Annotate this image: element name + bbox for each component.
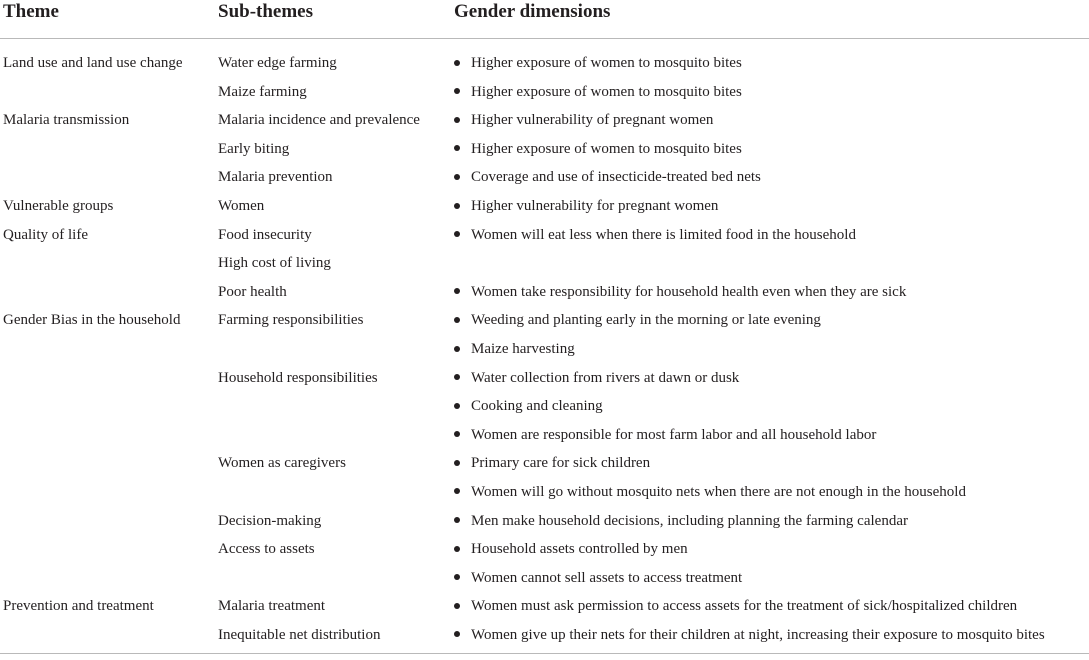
gender-dimension-text: Women cannot sell assets to access treatment <box>471 569 743 586</box>
bullet-icon <box>454 174 460 180</box>
gender-dimension-text: Women take responsibility for household health even when they are sick <box>471 283 907 300</box>
theme-cell: Prevention and treatment <box>3 598 154 615</box>
header-subtheme: Sub-themes <box>218 1 314 22</box>
bullet-icon <box>454 603 460 609</box>
gender-dimension-cell <box>454 564 742 592</box>
bullet-icon <box>454 631 460 637</box>
gender-dimension-cell <box>454 306 821 334</box>
bullet-icon <box>454 203 460 209</box>
table-row <box>0 621 1089 650</box>
subtheme-cell: Household responsibilities <box>218 369 378 386</box>
gender-dimension-cell <box>454 621 1045 649</box>
bullet-icon <box>454 88 460 94</box>
gender-dimension-cell <box>454 335 575 363</box>
gender-dimension-text: Women must ask permission to access assets for the treatment of sick/hospitalized children <box>471 598 1018 615</box>
subtheme-cell: Early biting <box>218 140 290 157</box>
bullet-icon <box>454 431 460 437</box>
table-body <box>0 39 1089 654</box>
table-row <box>0 192 1089 221</box>
gender-dimension-cell <box>454 592 1017 620</box>
table-row <box>0 78 1089 107</box>
table-row <box>0 364 1089 393</box>
table-row <box>0 135 1089 164</box>
theme-cell: Malaria transmission <box>3 112 130 129</box>
table-row <box>0 449 1089 478</box>
gender-dimension-text: Women will go without mosquito nets when there are not enough in the household <box>471 483 966 500</box>
gender-dimension-text: Weeding and planting early in the morning or late evening <box>471 312 821 329</box>
gender-dimension-text: Household assets controlled by men <box>471 541 688 558</box>
table-row <box>0 49 1089 78</box>
gender-dimension-cell <box>454 364 739 392</box>
subtheme-cell: Inequitable net distribution <box>218 626 381 643</box>
table-row <box>0 507 1089 536</box>
gender-dimension-text: Coverage and use of insecticide-treated bed nets <box>471 169 761 186</box>
gender-dimension-cell <box>454 421 876 449</box>
table-row <box>0 564 1089 593</box>
gender-dimension-cell <box>454 392 603 420</box>
subtheme-cell: Malaria treatment <box>218 598 326 615</box>
subtheme-cell: Water edge farming <box>218 55 337 71</box>
subtheme-cell: Maize farming <box>218 83 307 100</box>
gender-dimension-cell <box>454 449 650 477</box>
bullet-icon <box>454 317 460 323</box>
gender-dimension-text: Women will eat less when there is limited food in the household <box>471 226 856 243</box>
table-row <box>0 592 1089 621</box>
gender-dimension-text: Cooking and cleaning <box>471 398 603 415</box>
bullet-icon <box>454 346 460 352</box>
table-row <box>0 249 1089 278</box>
table-row <box>0 221 1089 250</box>
bullet-icon <box>454 460 460 466</box>
bullet-icon <box>454 546 460 552</box>
table-row <box>0 392 1089 421</box>
gender-dimension-text: Men make household decisions, including planning the farming calendar <box>471 512 908 529</box>
gender-dimension-text: Higher vulnerability of pregnant women <box>471 112 714 129</box>
table-row <box>0 306 1089 335</box>
subtheme-cell: Women as caregivers <box>218 455 346 472</box>
gender-dimension-text: Maize harvesting <box>471 340 575 357</box>
gender-dimension-cell <box>454 535 688 563</box>
table-header <box>0 0 1089 39</box>
subtheme-cell: Access to assets <box>218 541 315 558</box>
bullet-icon <box>454 517 460 523</box>
gender-dimension-text: Women are responsible for most farm labor and all household labor <box>471 426 877 443</box>
subtheme-cell: Decision-making <box>218 512 322 529</box>
bullet-icon <box>454 288 460 294</box>
theme-cell: Vulnerable groups <box>3 197 114 214</box>
gender-dimension-cell <box>454 221 856 249</box>
gender-dimension-text: Higher exposure of women to mosquito bites <box>471 140 742 157</box>
gender-dimension-cell <box>454 163 761 191</box>
header-gender-dimensions: Gender dimensions <box>454 1 611 22</box>
subtheme-cell: Poor health <box>218 283 287 300</box>
subtheme-cell: Food insecurity <box>218 226 312 243</box>
table-row <box>0 421 1089 450</box>
header-theme: Theme <box>3 1 59 22</box>
subtheme-cell: Women <box>218 197 265 214</box>
gender-dimension-cell <box>454 135 742 163</box>
table-row <box>0 163 1089 192</box>
bullet-icon <box>454 403 460 409</box>
theme-cell: Land use and land use change <box>3 55 183 71</box>
gender-dimension-text: Water collection from rivers at dawn or dusk <box>471 369 740 386</box>
gender-dimension-cell <box>454 106 713 134</box>
bullet-icon <box>454 374 460 380</box>
gender-dimension-cell <box>454 478 966 506</box>
bullet-icon <box>454 574 460 580</box>
gender-dimension-text: Women give up their nets for their children at night, increasing their exposure to mosquito bites <box>471 626 1045 643</box>
gender-dimension-cell <box>454 278 906 306</box>
subtheme-cell: Farming responsibilities <box>218 312 364 329</box>
subtheme-cell: Malaria incidence and prevalence <box>218 112 420 129</box>
gender-dimension-cell <box>454 507 908 535</box>
subtheme-cell: High cost of living <box>218 255 331 272</box>
gender-dimension-text: Primary care for sick children <box>471 455 651 472</box>
table-row <box>0 335 1089 364</box>
bullet-icon <box>454 231 460 237</box>
gender-dimension-text: Higher vulnerability for pregnant women <box>471 197 719 214</box>
gender-dimension-cell <box>454 49 742 77</box>
table-row <box>0 106 1089 135</box>
gender-dimension-cell <box>454 192 718 220</box>
table-row <box>0 535 1089 564</box>
theme-cell: Gender Bias in the household <box>3 312 181 329</box>
bullet-icon <box>454 60 460 66</box>
bullet-icon <box>454 488 460 494</box>
gender-dimension-cell <box>454 78 742 106</box>
theme-cell: Quality of life <box>3 226 88 243</box>
bullet-icon <box>454 117 460 123</box>
gender-dimension-text: Higher exposure of women to mosquito bites <box>471 83 742 100</box>
subtheme-cell: Malaria prevention <box>218 169 333 186</box>
table-row <box>0 478 1089 507</box>
bullet-icon <box>454 145 460 151</box>
gender-dimension-text: Higher exposure of women to mosquito bites <box>471 55 742 71</box>
table-row <box>0 278 1089 307</box>
